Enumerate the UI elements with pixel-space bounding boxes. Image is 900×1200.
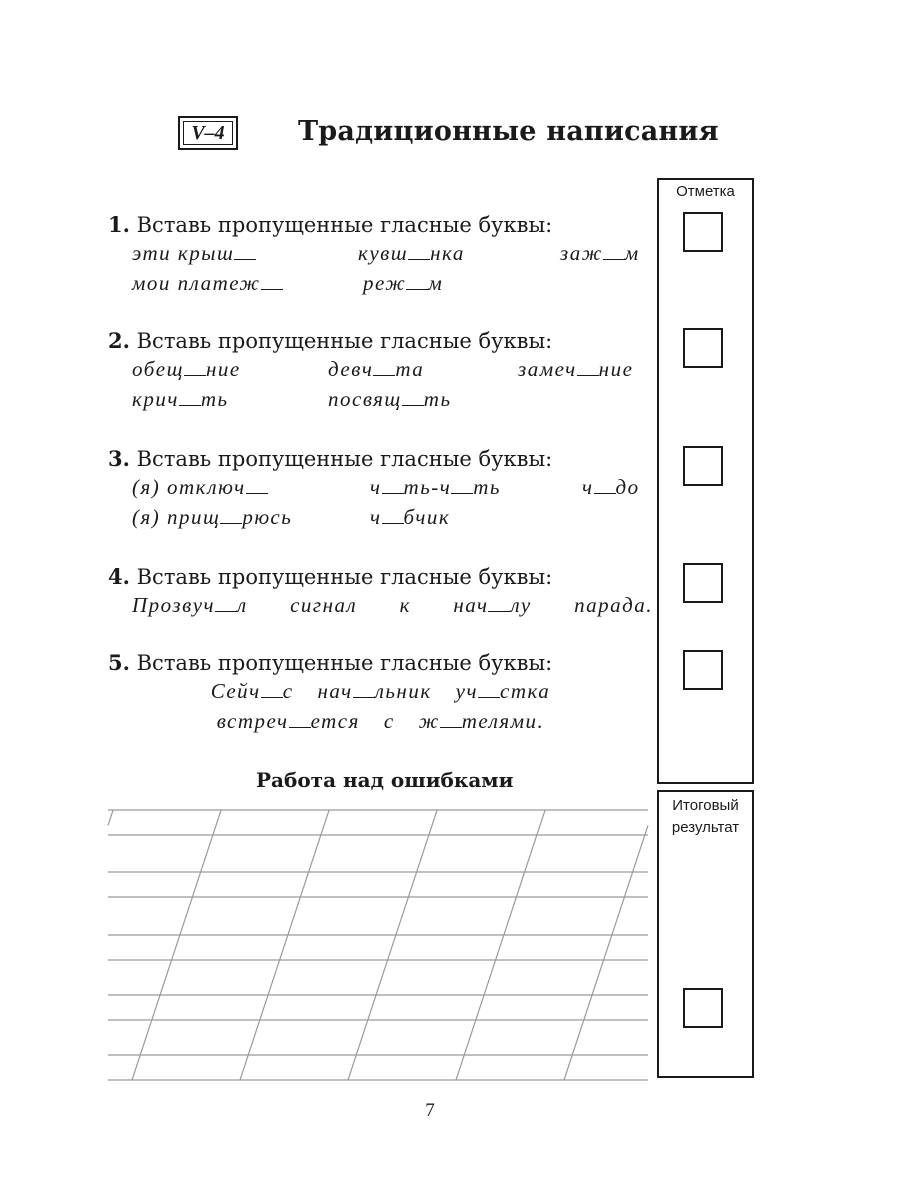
- word: уч стка: [455, 679, 551, 703]
- page-title: Традиционные написания: [298, 116, 719, 147]
- word: (я) отключ: [132, 475, 268, 500]
- task-instruction: Вставь пропущенные гласные буквы:: [136, 213, 553, 237]
- slant-line: [240, 810, 329, 1080]
- word: обещ ние: [132, 357, 241, 381]
- word: с: [383, 709, 395, 733]
- result-label-line-1: Итоговый: [672, 797, 739, 814]
- variant-code-text: V–4: [191, 121, 225, 144]
- word: крич ть: [132, 387, 229, 411]
- word: к: [399, 593, 411, 617]
- task-instruction: Вставь пропущенные гласные буквы:: [136, 329, 553, 353]
- task-number: 5.: [108, 650, 130, 675]
- word: ч ть-ч ть: [370, 475, 501, 499]
- task-number: 4.: [108, 564, 130, 589]
- mark-box-5[interactable]: [683, 650, 723, 690]
- mark-box-3[interactable]: [683, 446, 723, 486]
- word: (я) прищ рюсь: [132, 505, 293, 529]
- slant-line: [108, 810, 113, 825]
- slant-line: [132, 810, 221, 1080]
- word: Прозвуч л: [132, 593, 248, 617]
- word: ч бчик: [370, 505, 451, 529]
- task-instruction: Вставь пропущенные гласные буквы:: [136, 651, 553, 675]
- word: реж м: [363, 271, 444, 295]
- word: кувш нка: [358, 241, 465, 265]
- word: посвящ ть: [328, 387, 452, 411]
- word: девч та: [328, 357, 425, 381]
- mark-panel-label: Отметка: [676, 183, 735, 200]
- page-number: 7: [425, 1100, 435, 1121]
- result-panel: [657, 790, 754, 1078]
- word: заж м: [560, 241, 640, 265]
- mark-box-2[interactable]: [683, 328, 723, 368]
- errors-section-title: Работа над ошибками: [256, 768, 514, 792]
- word: нач льник: [317, 679, 432, 703]
- result-box[interactable]: [683, 988, 723, 1028]
- task-instruction: Вставь пропущенные гласные буквы:: [136, 447, 553, 471]
- mark-box-4[interactable]: [683, 563, 723, 603]
- mark-box-1[interactable]: [683, 212, 723, 252]
- word: нач лу: [453, 593, 532, 617]
- task-instruction: Вставь пропущенные гласные буквы:: [136, 565, 553, 589]
- mark-panel: [657, 178, 754, 784]
- result-panel-label: [659, 795, 752, 839]
- word: ч до: [582, 475, 640, 499]
- task-number: 3.: [108, 446, 130, 471]
- word: мои платеж: [132, 271, 283, 296]
- word: замеч ние: [518, 357, 634, 381]
- task-number: 2.: [108, 328, 130, 353]
- slant-line: [456, 810, 545, 1080]
- slant-line: [348, 810, 437, 1080]
- task-number: 1.: [108, 212, 130, 237]
- word: эти крыш: [132, 241, 256, 266]
- word: ж телями.: [418, 709, 545, 733]
- word: парада.: [574, 593, 653, 617]
- word: встреч ется: [216, 709, 360, 733]
- slant-line: [564, 825, 648, 1080]
- word: Сейч с: [210, 679, 294, 703]
- result-label-line-2: результат: [671, 819, 740, 836]
- word: сигнал: [290, 593, 358, 617]
